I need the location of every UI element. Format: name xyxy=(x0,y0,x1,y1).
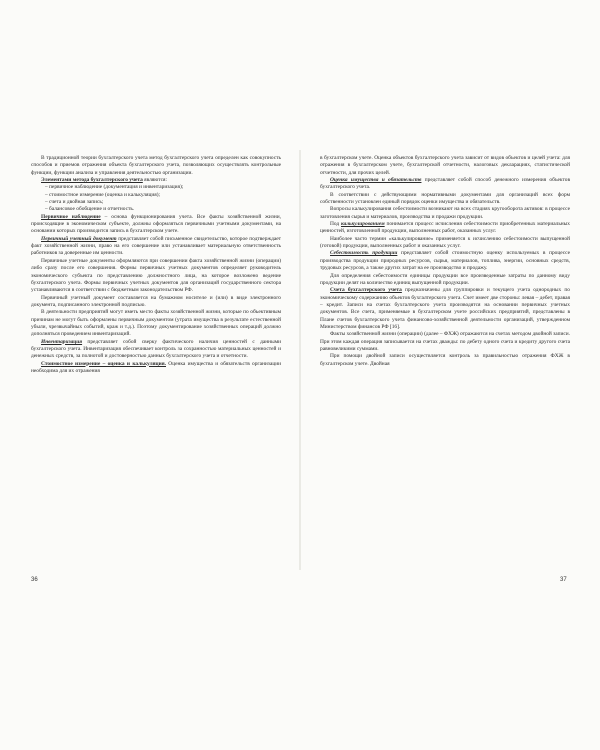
paragraph xyxy=(320,287,570,331)
emphasized-term: Первичный учетный документ xyxy=(41,235,117,242)
paragraph xyxy=(31,361,281,376)
text-run: представляет собой письменное свидетельство, которое подтверждает факт хозяйственной жизни, право на его совершение или устанавливает материальную ответственность работников за доверенные им ценности. xyxy=(31,235,281,257)
text-run: предназначены для группировки и текущего учета однородных по экономическому содержанию объектов бухгалтерского учета. Счет имеет две стороны: левая – дебет, правая – кредит. Записи на счетах бухгалтерского учета производятся на основании первичных учетных документов. Все счета, применяемые в бухгалтерском учете российских предприятий, представлены в Плане счетов бухгалтерского учета финансово-хозяйственной деятельности организаций, утвержденном Министерством финансов РФ [16]. xyxy=(320,287,570,330)
text-run: в бухгалтерском учете. Оценка объектов бухгалтерского учета зависит от видов объектов и целей учета: для отражения в бухгалтерском учете, бухгалтерской отчетности, налоговых декларациях, статистической отчетности, для прочих целей. xyxy=(320,155,570,176)
text-run: представляет собой сверку фактического наличия ценностей с данными бухгалтерского учета. Инвентаризация обеспечивает контроль за сохранностью материальных ценностей и денежных средств, за полнотой и достоверностью данных бухгалтерского учета и отчетности. xyxy=(31,338,281,360)
text-run: – основа функционирования учета. Все факты хозяйственной жизни, происходящие в экономическом субъекте, должны оформляться первичными учетными документами, на основании которых производится запись в бухгалтерском учете. xyxy=(31,213,281,235)
list-item xyxy=(31,206,281,213)
text-run: Факты хозяйственной жизни (операции) (далее – ФХЖ) отражаются на счетах методом двойной записи. При этом каждая операция записывается на счетах дважды: по дебету одного счета и кредиту другого счета равновеликими суммами. xyxy=(320,331,570,352)
text-run: Оценка имущества и обязательств организации необходима для их отражения xyxy=(31,360,281,374)
paragraph xyxy=(320,236,570,251)
text-run: понимается процесс исчисления себестоимости приобретенных материальных ценностей, изготовленной продукции, выполненных работ, оказанных услуг. xyxy=(320,221,570,235)
emphasized-term: Первичное наблюдение xyxy=(41,213,101,220)
text-run: В традиционной теории бухгалтерского учета xyxy=(41,155,150,161)
right-page-text xyxy=(320,155,570,368)
text-run: Наиболее часто термин «калькулирование» применяется к исчислению себестоимости выпущенной (готовой) продукции, выполненных работ и оказанных услуг. xyxy=(320,235,570,250)
paragraph xyxy=(320,353,570,368)
text-run: определен как совокупность способов и приемов отражения объекта бухгалтерского учета, позволяющих осуществлять контрольные функции, функции анализа и управления деятельностью организации. xyxy=(31,155,281,176)
paragraph xyxy=(320,273,570,288)
paragraph xyxy=(320,331,570,353)
left-page-number: 36 xyxy=(31,577,38,583)
text-run: Вопросы калькулирования себестоимости возникают на всех стадиях кругооборота активов: в процессе заготовления сырья и материалов, производства и продажи продукции. xyxy=(320,206,570,220)
text-run: осуществляется контроль за правильностью отражения ФХЖ в бухгалтерском учете. Двойная xyxy=(320,353,570,367)
paragraph xyxy=(31,295,281,310)
text-run: – счета и двойная запись; xyxy=(45,199,104,206)
paragraph xyxy=(31,214,281,236)
emphasized-term: Инвентаризация xyxy=(41,338,83,345)
emphasized-term: Себестоимость продукции xyxy=(330,250,398,257)
emphasized-term: калькулированием xyxy=(340,221,385,228)
right-page-number: 37 xyxy=(560,577,567,583)
text-run: Под xyxy=(330,221,341,228)
emphasized-term: Оценка имущества и обязательств xyxy=(330,177,422,184)
paragraph xyxy=(31,236,281,258)
emphasized-term: Стоимостное измерение – оценка и калькуляция. xyxy=(41,360,166,367)
text-run: – стоимостное измерение (оценка и калькуляция); xyxy=(45,191,161,198)
text-run: При помощи xyxy=(330,353,367,360)
paragraph xyxy=(31,339,281,361)
text-run: В соответствии с действующими нормативными документами для организаций всех форм собственности установлен единый порядок оценки имущества и обязательств. xyxy=(320,191,570,206)
text-run: Для определения себестоимости единицы продукции все произведенные затраты по данному виду продукции делят на количество единиц выпущенной продукции. xyxy=(320,272,570,286)
text-run: представляет собой способ денежного измерения объектов бухгалтерского учета. xyxy=(320,177,570,191)
text-run: Первичные учетные документы оформляются при совершении факта хозяйственной жизни (операции) либо сразу после его совершения. Формы первичных учетных документов определяет руководитель экономического субъекта по представлению должностного лица, на которое возложено ведение бухгалтерского учета. Формы первичных учетных документов для организаций государственного сектора устанавливаются в соответствии с бюджетным законодательством РФ. xyxy=(31,257,281,294)
paragraph xyxy=(31,309,281,338)
list-item xyxy=(31,184,281,191)
list-item xyxy=(31,192,281,199)
text-run: – балансовое обобщение и отчетность. xyxy=(45,206,135,213)
left-page-text xyxy=(31,155,281,375)
emphasized-term: двойной записи xyxy=(366,353,405,360)
paragraph xyxy=(320,177,570,192)
text-run: Первичный учетный документ составляется на бумажном носителе и (или) в виде электронного документа, подписанного электронной подписью. xyxy=(31,294,281,308)
paragraph xyxy=(31,258,281,295)
emphasized-term: метод бухгалтерского учета xyxy=(149,155,214,161)
text-run: являются: xyxy=(142,177,168,184)
paragraph xyxy=(31,155,281,177)
book-gutter xyxy=(299,150,301,570)
paragraph xyxy=(320,221,570,236)
paragraph xyxy=(320,206,570,221)
emphasized-term: Счета бухгалтерского учета xyxy=(330,287,402,294)
emphasized-term: Элементами метода бухгалтерского учета xyxy=(41,177,143,184)
text-run: В деятельности предприятий могут иметь место факты хозяйственной жизни, которые по объективным причинам не могут быть оформлены первичным документом (утрата имущества в результате естественной убыли, чрезвычайных событий, краж и т.д.). Поэтому документирование хозяйственных операций должно дополняться проведением инвентаризаций. xyxy=(31,309,281,338)
paragraph xyxy=(320,155,570,177)
paragraph xyxy=(320,250,570,272)
text-run: представляет собой стоимостную оценку используемых в процессе производства продукции природных ресурсов, сырья, материалов, топлива, энергии, основных средств, трудовых ресурсов, а также других затрат на ее производство и продажу. xyxy=(320,250,571,272)
paragraph xyxy=(320,192,570,207)
text-run: – первичное наблюдение (документация и инвентаризация); xyxy=(45,184,184,191)
